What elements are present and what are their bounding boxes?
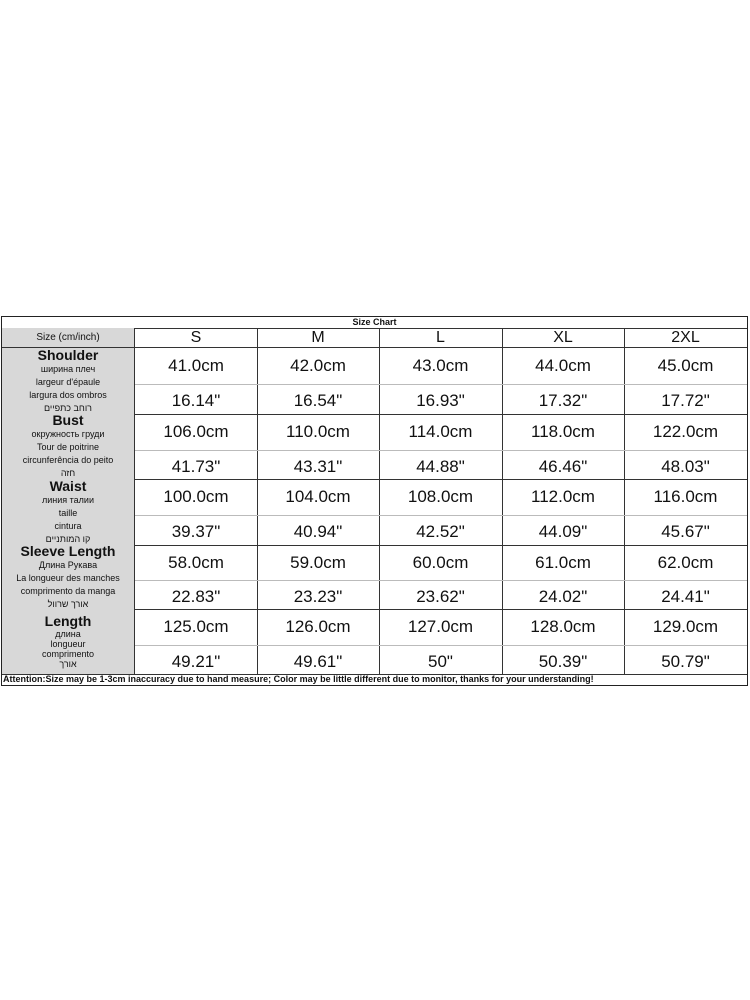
inch-value-xl: 17.32" [538, 391, 588, 410]
cm-value-2xl: 62.0cm [657, 552, 714, 572]
row-divider [135, 515, 747, 516]
size-chart-table [1, 316, 748, 686]
row-divider [135, 384, 747, 385]
row-divider [135, 580, 747, 581]
inch-value-m: 23.23" [293, 586, 343, 606]
inch-value-l: 42.52" [416, 522, 465, 541]
inch-value-s: 16.14" [171, 391, 221, 410]
size-chart-title: Size Chart [2, 317, 747, 329]
measurement-translation: окружность груди [31, 429, 105, 439]
cm-value-xl: 44.0cm [535, 356, 591, 375]
measurement-translation: comprimento [41, 649, 95, 659]
cm-value-s: 58.0cm [168, 552, 224, 572]
inch-value-2xl: 24.41" [661, 586, 710, 606]
cm-value-s: 41.0cm [168, 356, 224, 375]
size-header-l: L [436, 328, 445, 346]
measurement-translation: линия талии [42, 494, 94, 505]
size-unit-header: Size (cm/inch) [2, 328, 135, 347]
attention-note: Attention:Size may be 1-3cm inaccuracy due to hand measure; Color may be little different due to monitor, thanks for your understanding! [3, 674, 594, 684]
inch-value-xl: 46.46" [538, 456, 588, 476]
measurement-name: Bust [52, 412, 84, 428]
inch-value-l: 16.93" [416, 391, 465, 410]
inch-value-m: 43.31" [293, 456, 343, 476]
inch-value-xl: 24.02" [538, 586, 588, 606]
inch-value-m: 40.94" [293, 522, 343, 541]
cm-value-2xl: 122.0cm [652, 422, 719, 441]
measurement-translation: אורך שרוול [47, 598, 89, 609]
inch-value-m: 49.61" [293, 651, 343, 671]
measurement-label [2, 609, 135, 674]
measurement-translation: אורך [59, 659, 77, 669]
measurement-translation: longueur [50, 639, 86, 649]
inch-value-2xl: 48.03" [661, 456, 710, 476]
measurement-translation: taille [58, 507, 78, 518]
cm-value-l: 60.0cm [412, 552, 469, 572]
measurement-label [2, 348, 135, 414]
header-row [2, 328, 747, 348]
inch-value-2xl: 45.67" [661, 522, 710, 541]
inch-value-s: 22.83" [171, 586, 221, 606]
inch-value-l: 50" [428, 651, 453, 671]
cm-value-l: 114.0cm [408, 422, 473, 441]
cm-value-m: 126.0cm [285, 617, 351, 636]
size-header-2xl: 2XL [671, 328, 700, 346]
cm-value-xl: 128.0cm [530, 617, 596, 636]
measurement-translation: длина [55, 629, 81, 639]
measurement-name: Sleeve Length [20, 542, 116, 559]
cm-value-s: 100.0cm [163, 487, 229, 506]
measurement-name: Length [44, 613, 92, 629]
measurement-translation: קו המותניים [45, 533, 91, 544]
measurement-name: Waist [49, 477, 87, 494]
measurement-group-length [2, 609, 747, 675]
inch-value-l: 44.88" [416, 456, 465, 476]
measurement-translation: Длина Рукава [38, 559, 98, 570]
row-divider [135, 645, 747, 646]
measurement-translation: largeur d'épaule [35, 376, 101, 387]
inch-value-xl: 44.09" [538, 522, 588, 541]
inch-value-s: 49.21" [171, 651, 221, 671]
cm-value-l: 108.0cm [407, 487, 474, 506]
cm-value-m: 42.0cm [290, 356, 346, 375]
measurement-group-waist [2, 479, 747, 546]
measurement-translation: cintura [54, 520, 82, 531]
inch-value-s: 41.73" [171, 456, 221, 476]
inch-value-l: 23.62" [416, 586, 465, 606]
measurement-translation: circunferência do peito [22, 455, 114, 465]
cm-value-xl: 61.0cm [535, 552, 591, 572]
measurement-translation: largura dos ombros [29, 389, 107, 400]
cm-value-l: 127.0cm [407, 617, 474, 636]
cm-value-xl: 118.0cm [531, 422, 595, 441]
cm-value-xl: 112.0cm [531, 487, 595, 506]
row-divider [135, 450, 747, 451]
measurement-translation: Tour de poitrine [36, 442, 100, 452]
cm-value-s: 106.0cm [163, 422, 229, 441]
measurement-translation: חזה [60, 468, 76, 478]
measurement-translation: ширина плеч [40, 363, 96, 374]
cm-value-s: 125.0cm [163, 617, 229, 636]
measurement-label [2, 542, 135, 609]
cm-value-m: 59.0cm [290, 552, 346, 572]
measurement-translation: comprimento da manga [20, 585, 116, 596]
cm-value-2xl: 116.0cm [653, 487, 718, 506]
size-header-m: M [311, 328, 325, 346]
measurement-translation: רוחב כתפיים [44, 402, 92, 413]
cm-value-2xl: 129.0cm [652, 617, 719, 636]
inch-value-2xl: 17.72" [661, 391, 710, 410]
measurement-group-sleeve-length [2, 542, 747, 610]
inch-value-s: 39.37" [171, 522, 221, 541]
measurement-name: Shoulder [37, 346, 99, 363]
measurement-translation: La longueur des manches [16, 572, 120, 583]
size-header-xl: XL [553, 328, 573, 346]
cm-value-2xl: 45.0cm [657, 356, 714, 375]
measurement-label [2, 479, 135, 545]
inch-value-m: 16.54" [293, 391, 343, 410]
measurement-label [2, 414, 135, 479]
inch-value-2xl: 50.79" [661, 651, 710, 671]
measurement-group-shoulder [2, 348, 747, 415]
cm-value-l: 43.0cm [412, 356, 469, 375]
cm-value-m: 104.0cm [285, 487, 351, 506]
inch-value-xl: 50.39" [538, 651, 588, 671]
cm-value-m: 110.0cm [286, 422, 350, 441]
measurement-group-bust [2, 414, 747, 480]
size-header-s: S [190, 328, 202, 346]
